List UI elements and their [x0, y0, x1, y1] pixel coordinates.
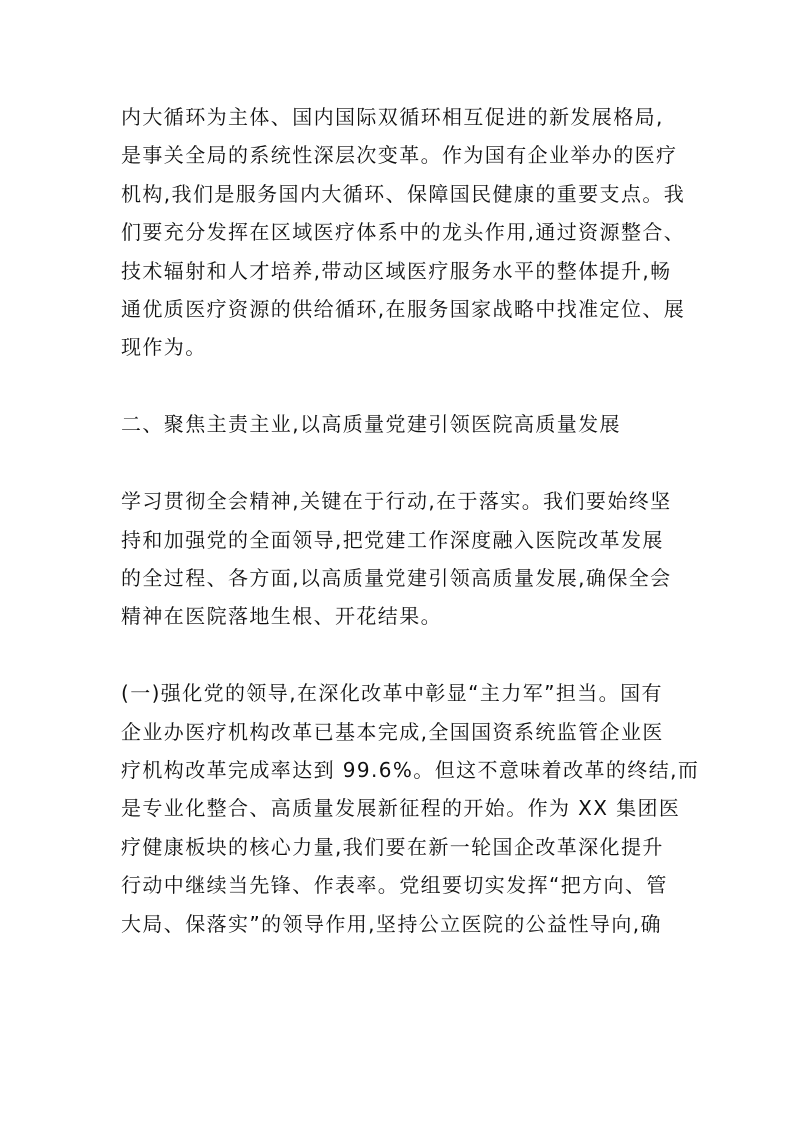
- paragraph-strategic-positioning: [121, 98, 686, 367]
- text-line: 通优质医疗资源的供给循环,在服务国家战略中找准定位、展: [121, 296, 686, 321]
- text-line: 现作为。: [121, 335, 207, 360]
- text-line: 疗机构改革完成率达到 99.6%。但这不意味着改革的终结,而: [121, 757, 700, 782]
- text-line: 们要充分发挥在区域医疗体系中的龙头作用,通过资源整合、: [121, 220, 686, 245]
- section-heading-2: 二、聚焦主责主业,以高质量党建引领医院高质量发展: [121, 412, 621, 437]
- text-line: 内大循环为主体、国内国际双循环相互促进的新发展格局,: [121, 105, 664, 129]
- text-line: 疗健康板块的核心力量,我们要在新一轮国企改革深化提升: [121, 834, 664, 859]
- document-page: [121, 98, 700, 943]
- text-line: 机构,我们是服务国内大循环、保障国民健康的重要支点。我: [121, 181, 686, 206]
- paragraph-gap: [121, 367, 673, 406]
- paragraph-gap: [121, 636, 673, 675]
- text-line: 持和加强党的全面领导,把党建工作深度融入医院改革发展: [121, 527, 664, 552]
- text-line: 学习贯彻全会精神,关键在于行动,在于落实。我们要始终坚: [121, 489, 672, 514]
- text-line: 精神在医院落地生根、开花结果。: [121, 604, 442, 629]
- text-line: 的全过程、各方面,以高质量党建引领高质量发展,确保全会: [121, 565, 672, 590]
- text-line: 企业办医疗机构改革已基本完成,全国国资系统监管企业医: [121, 719, 664, 744]
- text-line: 是事关全局的系统性深层次变革。作为国有企业举办的医疗: [121, 143, 678, 168]
- paragraph-party-leadership-intro: [121, 482, 673, 636]
- text-line: 行动中继续当先锋、作表率。党组要切实发挥“把方向、管: [121, 873, 668, 898]
- text-line: 技术辐射和人才培养,带动区域医疗服务水平的整体提升,畅: [121, 258, 672, 283]
- text-line: 是专业化整合、高质量发展新征程的开始。作为 XX 集团医: [121, 796, 681, 821]
- text-line: (一)强化党的领导,在深化改革中彰显“主力军”担当。国有: [121, 681, 663, 706]
- text-line: 大局、保落实”的领导作用,坚持公立医院的公益性导向,确: [121, 911, 662, 936]
- paragraph-gap: [121, 444, 673, 483]
- paragraph-subsection-1: [121, 674, 700, 943]
